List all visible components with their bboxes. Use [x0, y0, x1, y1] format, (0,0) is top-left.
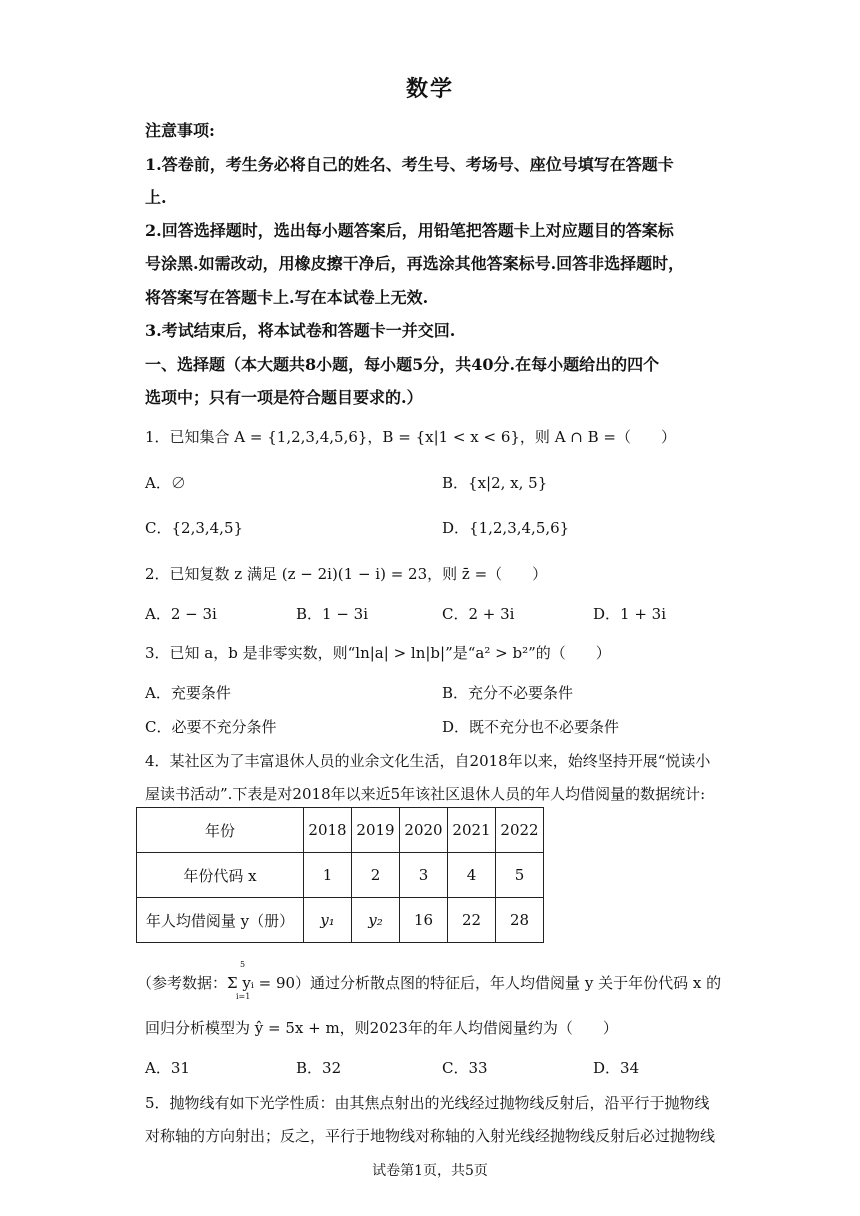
table-cell: 5: [496, 853, 544, 898]
table-cell: 2020: [400, 808, 448, 853]
notice-item-1-line-2: 上.: [145, 188, 167, 207]
table-cell: 2022: [496, 808, 544, 853]
table-cell: y₁: [304, 898, 352, 943]
question-3-option-b: B．充分不必要条件: [442, 684, 574, 702]
question-5-line-2: 对称轴的方向射出；反之，平行于地物线对称轴的入射光线经抛物线反射后必过抛物线: [145, 1127, 716, 1145]
notice-item-1-line-1: 1.答卷前，考生务必将自己的姓名、考生号、考场号、座位号填写在答题卡: [145, 155, 674, 174]
question-3-stem: 3．已知 a，b 是非零实数，则“ln|a| > ln|b|”是“a² > b²”的（ ）: [145, 644, 611, 662]
table-row-code: [137, 853, 544, 898]
question-1-stem: 1．已知集合 A = {1,2,3,4,5,6}，B = {x|1 < x < 6}，则 A ∩ B =（ ）: [145, 428, 676, 446]
notice-heading: 注意事项:: [145, 121, 215, 140]
table-cell: y₂: [352, 898, 400, 943]
table-cell: 3: [400, 853, 448, 898]
question-3-option-c: C．必要不充分条件: [145, 718, 277, 736]
question-1-option-c: C．{2,3,4,5}: [145, 519, 244, 537]
question-4-line-4: 回归分析模型为 ŷ = 5x + m，则2023年的年人均借阅量约为（ ）: [145, 1019, 618, 1037]
question-1-option-b: B．{x|2, x, 5}: [442, 474, 548, 492]
notice-item-2-line-3: 将答案写在答题卡上.写在本试卷上无效.: [145, 288, 429, 307]
question-4-line-1: 4．某社区为了丰富退休人员的业余文化生活，自2018年以来，始终坚持开展“悦读小: [145, 752, 711, 770]
question-4-option-a: A．31: [145, 1059, 190, 1077]
notice-item-2-line-1: 2.回答选择题时，选出每小题答案后，用铅笔把答题卡上对应题目的答案标: [145, 221, 674, 240]
table-cell: 2: [352, 853, 400, 898]
question-3-option-d: D．既不充分也不必要条件: [442, 718, 620, 736]
notice-item-3: 3.考试结束后，将本试卷和答题卡一并交回.: [145, 321, 456, 340]
table-cell: 22: [448, 898, 496, 943]
table-cell: 2021: [448, 808, 496, 853]
table-row-year: [137, 808, 544, 853]
table-cell: 28: [496, 898, 544, 943]
table-row-header: 年份代码 x: [137, 853, 304, 898]
data-table: [136, 807, 544, 943]
question-2-option-a: A．2 − 3i: [145, 605, 217, 623]
section-heading-line-2: 选项中；只有一项是符合题目要求的.）: [145, 388, 423, 407]
page-title: 数学: [405, 76, 454, 102]
question-2-option-b: B．1 − 3i: [296, 605, 369, 623]
sum-lower-limit: i=1: [236, 992, 251, 1001]
table-cell: 4: [448, 853, 496, 898]
sum-upper-limit: 5: [240, 960, 246, 969]
question-5-line-1: 5．抛物线有如下光学性质：由其焦点射出的光线经过抛物线反射后，沿平行于抛物线: [145, 1094, 710, 1112]
question-4-reference-data: （参考数据：Σ yᵢ = 90）通过分析散点图的特征后，年人均借阅量 y 关于年份代码 x 的: [137, 974, 722, 992]
question-2-stem: 2．已知复数 z 满足 (z − 2i)(1 − i) = 23，则 z̄ =（ ）: [145, 565, 548, 583]
section-heading-line-1: 一、选择题（本大题共8小题，每小题5分，共40分.在每小题给出的四个: [145, 355, 660, 374]
table-cell: 1: [304, 853, 352, 898]
question-2-option-c: C．2 + 3i: [442, 605, 515, 623]
question-3-option-a: A．充要条件: [145, 684, 231, 702]
question-4-option-d: D．34: [593, 1059, 640, 1077]
question-1-option-a: A．∅: [145, 474, 186, 492]
table-row-header: 年人均借阅量 y（册）: [137, 898, 304, 943]
question-1-option-d: D．{1,2,3,4,5,6}: [442, 519, 570, 537]
notice-item-2-line-2: 号涂黑.如需改动，用橡皮擦干净后，再选涂其他答案标号.回答非选择题时，: [145, 254, 685, 273]
table-cell: 2018: [304, 808, 352, 853]
question-4-option-c: C．33: [442, 1059, 488, 1077]
question-2-option-d: D．1 + 3i: [593, 605, 667, 623]
question-4-line-2: 屋读书活动”.下表是对2018年以来近5年该社区退休人员的年人均借阅量的数据统计:: [145, 785, 706, 803]
table-row-amount: [137, 898, 544, 943]
table-cell: 2019: [352, 808, 400, 853]
page-footer: 试卷第1页，共5页: [372, 1163, 488, 1179]
table-cell: 16: [400, 898, 448, 943]
table-row-header: 年份: [137, 808, 304, 853]
question-4-option-b: B．32: [296, 1059, 342, 1077]
